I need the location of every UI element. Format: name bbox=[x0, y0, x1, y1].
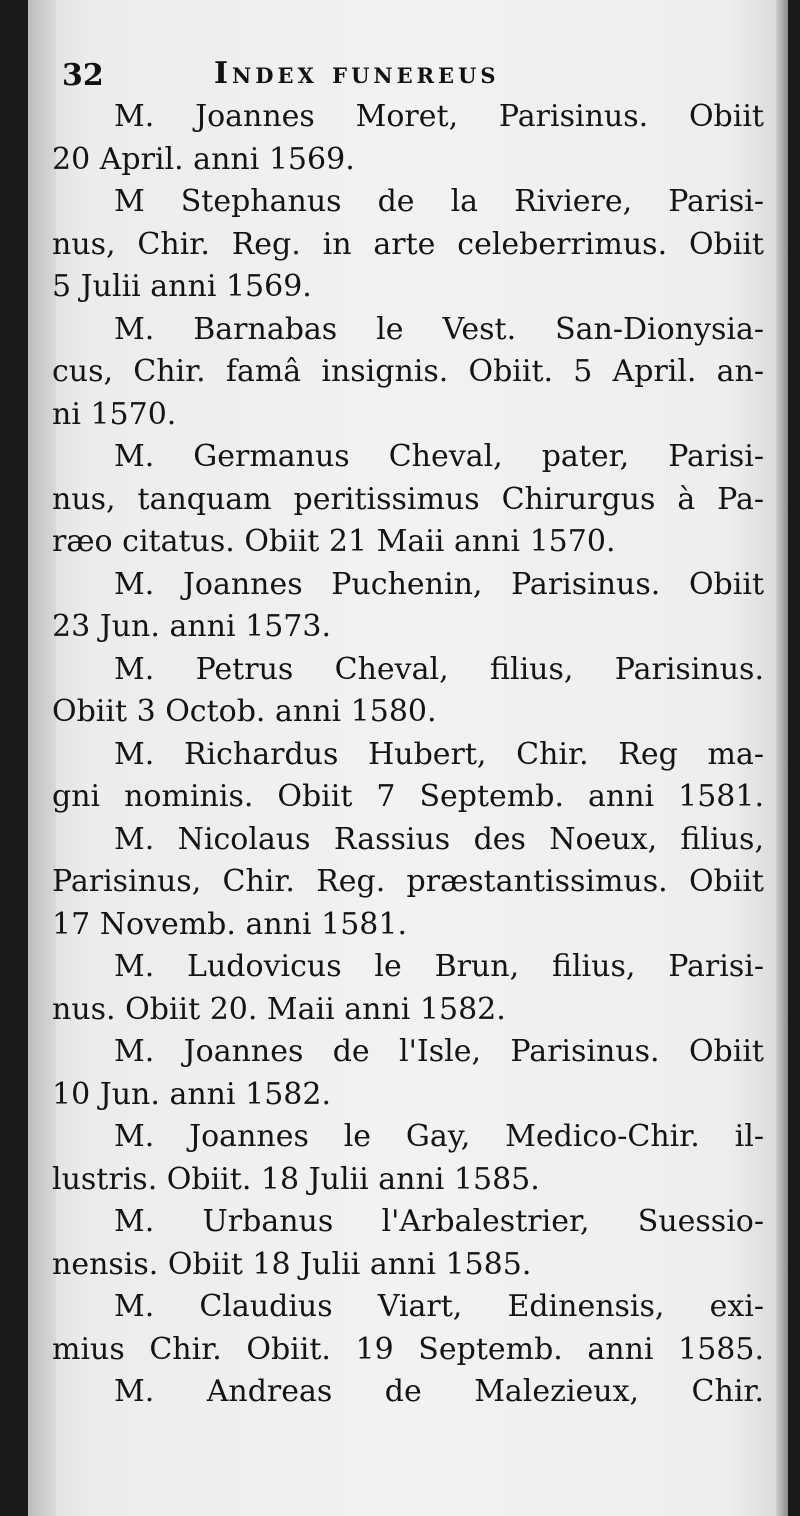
text-line: M. Urbanus l'Arbalestrier, Suessio- bbox=[114, 1204, 764, 1239]
page-number: 32 bbox=[62, 58, 104, 93]
text-line: nensis. Obiit 18 Julii anni 1585. bbox=[52, 1246, 532, 1282]
text-line: M. Ludovicus le Brun, filius, Parisi- bbox=[114, 949, 764, 984]
text-line: gni nominis. Obiit 7 Septemb. anni 1581. bbox=[52, 779, 764, 814]
text-line: M. Joannes le Gay, Medico-Chir. il- bbox=[114, 1119, 764, 1154]
text-line: M. Andreas de Malezieux, Chir. bbox=[114, 1374, 764, 1409]
text-line: M. Joannes Moret, Parisinus. Obiit bbox=[114, 99, 764, 134]
text-line: M. Joannes de l'Isle, Parisinus. Obiit bbox=[114, 1034, 764, 1069]
text-line: 5 Julii anni 1569. bbox=[52, 269, 312, 304]
text-line: 23 Jun. anni 1573. bbox=[52, 609, 331, 644]
index-text bbox=[52, 96, 764, 1414]
text-line: Parisinus, Chir. Reg. præstantissimus. Obiit bbox=[52, 864, 764, 899]
text-line: M. Nicolaus Rassius des Noeux, filius, bbox=[114, 821, 764, 857]
text-line: 17 Novemb. anni 1581. bbox=[52, 906, 407, 942]
text-line: ræo citatus. Obiit 21 Maii anni 1570. bbox=[52, 524, 616, 559]
running-title: Index funereus bbox=[214, 56, 500, 91]
text-line: M. Joannes Puchenin, Parisinus. Obiit bbox=[114, 566, 764, 602]
text-line: Obiit 3 Octob. anni 1580. bbox=[52, 694, 437, 729]
text-line: cus, Chir. famâ insignis. Obiit. 5 April. an- bbox=[52, 354, 764, 389]
book-page bbox=[28, 0, 788, 1516]
text-line: lustris. Obiit. 18 Julii anni 1585. bbox=[52, 1161, 540, 1197]
text-line: nus, tanquam peritissimus Chirurgus à Pa- bbox=[52, 481, 764, 517]
text-line: M. Germanus Cheval, pater, Parisi- bbox=[114, 439, 764, 474]
text-line: 10 Jun. anni 1582. bbox=[52, 1076, 331, 1112]
text-line: M. Richardus Hubert, Chir. Reg ma- bbox=[114, 736, 764, 772]
text-line: M Stephanus de la Riviere, Parisi- bbox=[114, 184, 764, 219]
text-line: nus. Obiit 20. Maii anni 1582. bbox=[52, 991, 506, 1027]
text-line: M. Petrus Cheval, filius, Parisinus. bbox=[114, 651, 764, 687]
page-right-edge bbox=[776, 0, 788, 1516]
page-header bbox=[62, 54, 622, 98]
text-line: nus, Chir. Reg. in arte celeberrimus. Obiit bbox=[52, 226, 764, 262]
text-line: M. Claudius Viart, Edinensis, exi- bbox=[114, 1289, 764, 1324]
text-line: ni 1570. bbox=[52, 396, 177, 432]
text-line: mius Chir. Obiit. 19 Septemb. anni 1585. bbox=[52, 1331, 764, 1367]
text-line: M. Barnabas le Vest. San-Dionysia- bbox=[114, 311, 764, 347]
text-line: 20 April. anni 1569. bbox=[52, 141, 355, 177]
